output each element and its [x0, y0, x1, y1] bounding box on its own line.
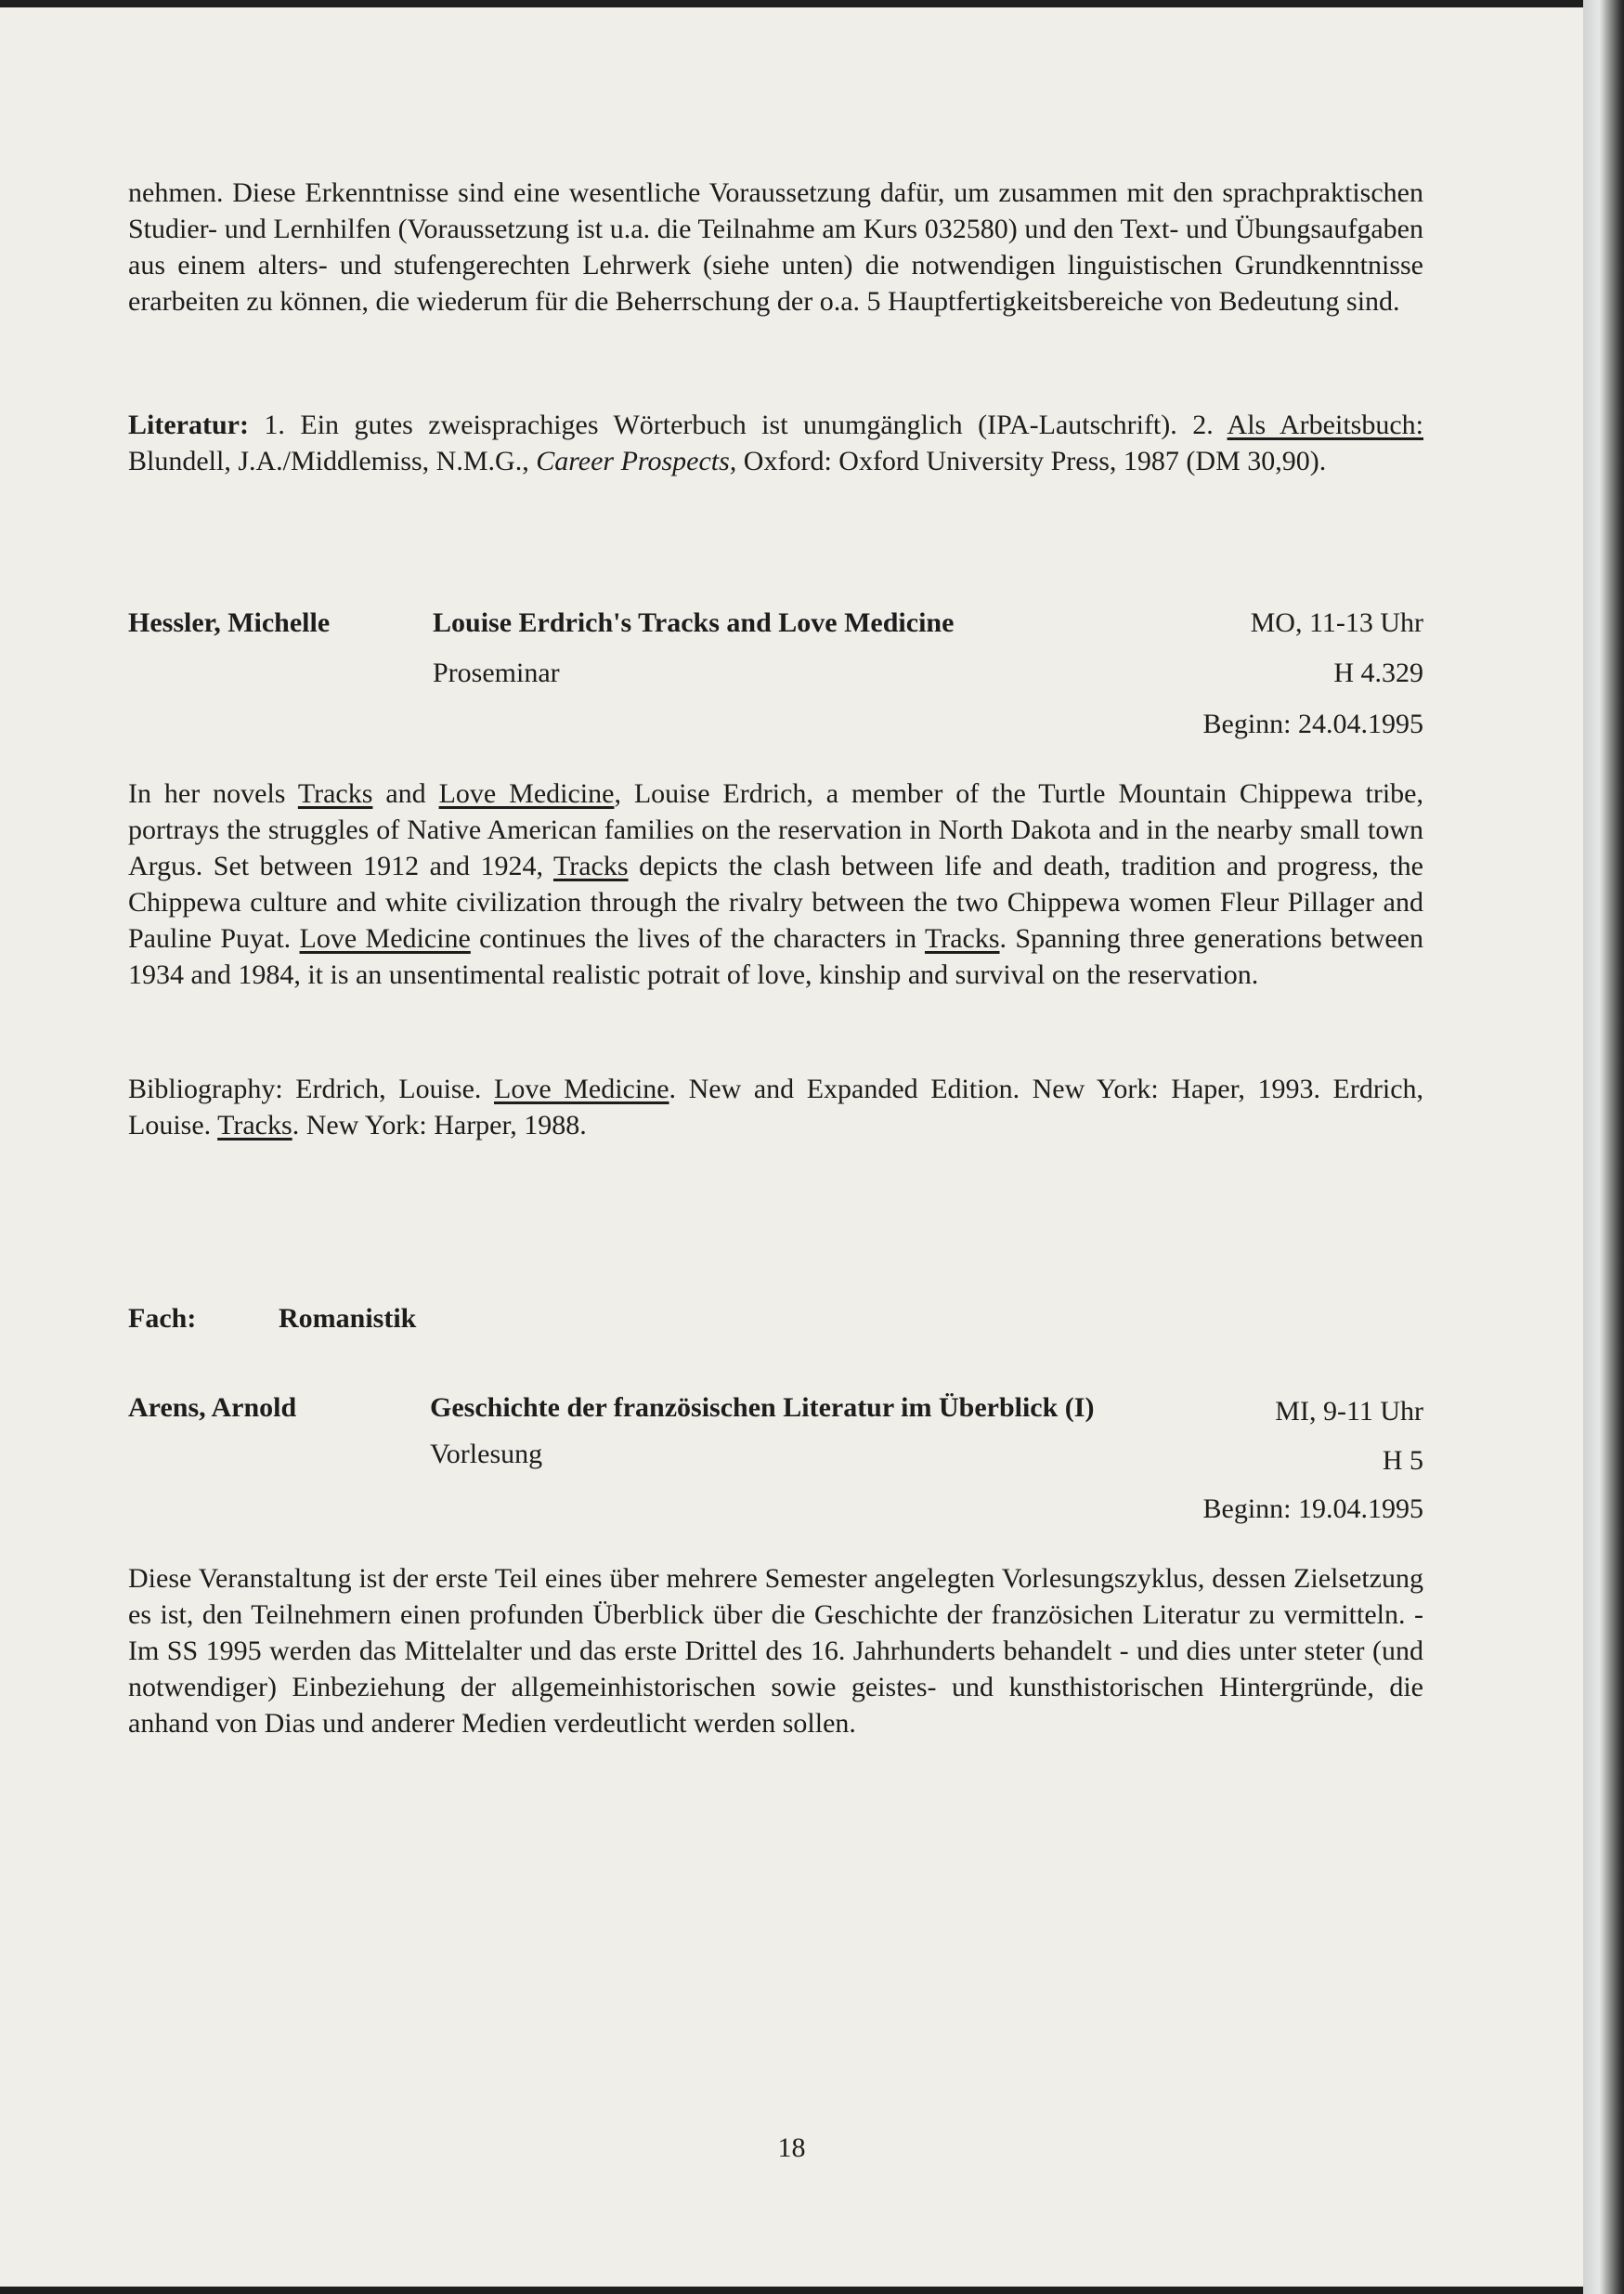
course1-room: H 4.329 — [1333, 658, 1423, 688]
title-love-medicine: Love Medicine — [438, 778, 615, 809]
title-tracks: Tracks — [552, 851, 629, 881]
course2-lecturer: Arens, Arnold — [128, 1392, 297, 1423]
course2-description: Diese Veranstaltung ist der erste Teil eines über mehrere Semester angelegten Vorlesungszyklus, dessen Zielsetzung es ist, den Teilnehmern einen profunden Überblick über die Geschichte der französichen Literatur zu vermitteln. - Im SS 1995 werden das Mittelalter und das erste Drittel des 16. Jahrhunderts behandelt - und dies unter steter (und notwendiger) Einbeziehung der allgemeinhistorischen sowie geistes- und kunsthistorischen Hintergründe, die anhand von Dias und anderer Medien verdeutlicht werden sollen. — [128, 1563, 1423, 1739]
title-love-medicine: Love Medicine — [299, 923, 471, 954]
document-page — [0, 7, 1583, 2287]
literatur-paragraph — [128, 407, 1423, 479]
literatur-text-2: Blundell, J.A./Middlemiss, N.M.G., — [128, 446, 537, 476]
course2-start: Beginn: 19.04.1995 — [1202, 1493, 1423, 1524]
course1-time: MO, 11-13 Uhr — [1250, 607, 1423, 638]
course2-title: Geschichte der französischen Literatur im Überblick (I) — [430, 1392, 1095, 1423]
desc-text: . Spanning three generations between 1934 and 1984, it is an unsentimental realistic potrait of love, kinship and survival on the reservation. — [128, 923, 1423, 990]
desc-text: depicts the clash between life and death, tradition and progress, the Chippewa culture and white civilization through the rivalry between the two Chippewa women Fleur Pillager and Pauline Puyat. — [128, 851, 1423, 954]
course2-room: H 5 — [1382, 1445, 1423, 1476]
course1-description — [128, 776, 1423, 993]
book-title: Career Prospects, — [536, 446, 737, 476]
literatur-text-3: Oxford: Oxford University Press, 1987 (DM 30,90). — [736, 446, 1327, 476]
biblio-text: Bibliography: Erdrich, Louise. — [128, 1074, 494, 1104]
biblio-text: . New and Expanded Edition. New York: Haper, 1993. Erdrich, Louise. — [128, 1074, 1424, 1140]
intro-paragraph: nehmen. Diese Erkenntnisse sind eine wesentliche Voraussetzung dafür, um zusammen mit den sprachpraktischen Studier- und Lernhilfen (Voraussetzung ist u.a. die Teilnahme am Kurs 032580) und den Text- und Übungsaufgaben aus einem alters- und stufengerechten Lehrwerk (siehe unten) die notwendigen linguistischen Grundkenntnisse erarbeiten zu können, die wiederum für die Beherrschung der o.a. 5 Hauptfertigkeitsbereiche von Bedeutung sind. — [128, 177, 1423, 317]
desc-text: In her novels — [128, 778, 298, 809]
course1-start: Beginn: 24.04.1995 — [1202, 709, 1423, 739]
course1-lecturer: Hessler, Michelle — [128, 607, 331, 638]
title-tracks: Tracks — [924, 923, 1000, 954]
title-tracks: Tracks — [217, 1110, 292, 1140]
course1-bibliography — [128, 1071, 1423, 1143]
literatur-label: Literatur: — [128, 410, 249, 440]
course2-time: MI, 9-11 Uhr — [1275, 1396, 1423, 1427]
fach-name: Romanistik — [279, 1303, 417, 1334]
desc-text: and — [372, 778, 439, 809]
page-number: 18 — [777, 2132, 806, 2163]
desc-text: , Louise Erdrich, a member of the Turtle Mountain Chippewa tribe, portrays the struggles of Native American families on the reservation in North Dakota and in the nearby small town Argus. Set between 1912 and 1924, — [128, 778, 1423, 881]
biblio-text: . New York: Harper, 1988. — [292, 1110, 587, 1140]
desc-text: continues the lives of the characters in — [470, 923, 925, 954]
title-love-medicine: Love Medicine — [494, 1074, 669, 1104]
course1-type: Proseminar — [433, 658, 560, 688]
arbeitsbuch-label: Als Arbeitsbuch: — [1227, 410, 1423, 440]
course2-type: Vorlesung — [430, 1439, 543, 1469]
binding-edge — [1583, 0, 1624, 2294]
title-tracks: Tracks — [297, 778, 373, 809]
course1-title: Louise Erdrich's Tracks and Love Medicine — [433, 607, 955, 638]
fach-label: Fach: — [128, 1303, 197, 1334]
literatur-text-1: 1. Ein gutes zweisprachiges Wörterbuch ist unumgänglich (IPA-Lautschrift). 2. — [248, 410, 1228, 440]
